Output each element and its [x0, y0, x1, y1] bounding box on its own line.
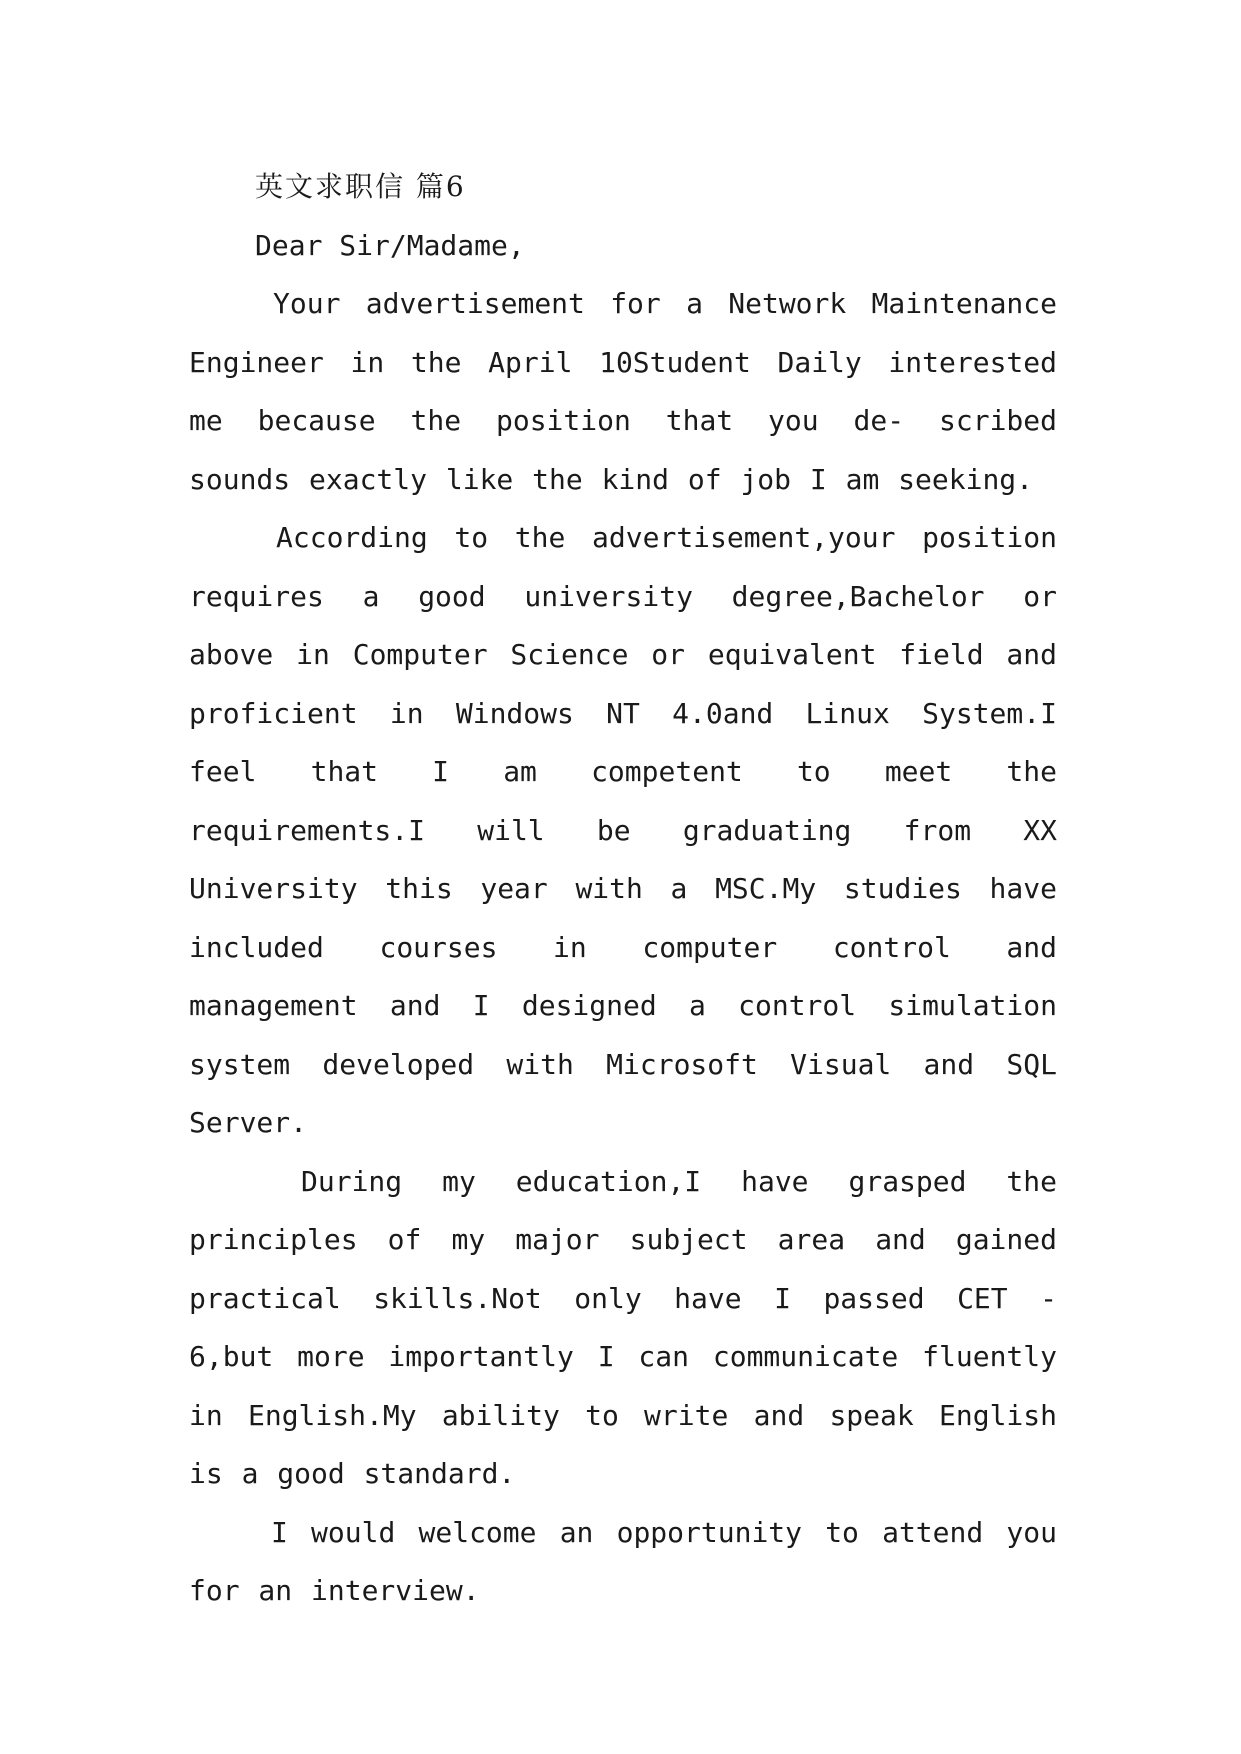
document-title: 英文求职信 篇6	[255, 170, 466, 203]
paragraph-intro: Your advertisement for a Network Maintenance Engineer in the April 10Student Daily interested me because the position that you de- scribed sounds exactly like the kind of job I am seeking.	[189, 287, 1057, 496]
paragraph-skills: During my education,I have grasped the principles of my major subject area and gained practical skills.Not only have I passed CET - 6,but more importantly I can communicate fluently in English.My ability to write and speak English is a good standard.	[189, 1164, 1057, 1490]
paragraph-qualifications: According to the advertisement,your position requires a good university degree,Bachelor or above in Computer Science or equivalent field and proficient in Windows NT 4.0and Linux System.I feel that I am competent to meet the requirements.I will be graduating from XX University this year with a MSC.My studies have included courses in computer control and management and I designed a control simulation system developed with Microsoft Visual and SQL Server.	[189, 521, 1057, 1139]
document-body	[189, 158, 1057, 1621]
salutation: Dear Sir/Madame,	[255, 228, 525, 262]
paragraph-closing: I would welcome an opportunity to attend you for an interview.	[189, 1515, 1057, 1607]
